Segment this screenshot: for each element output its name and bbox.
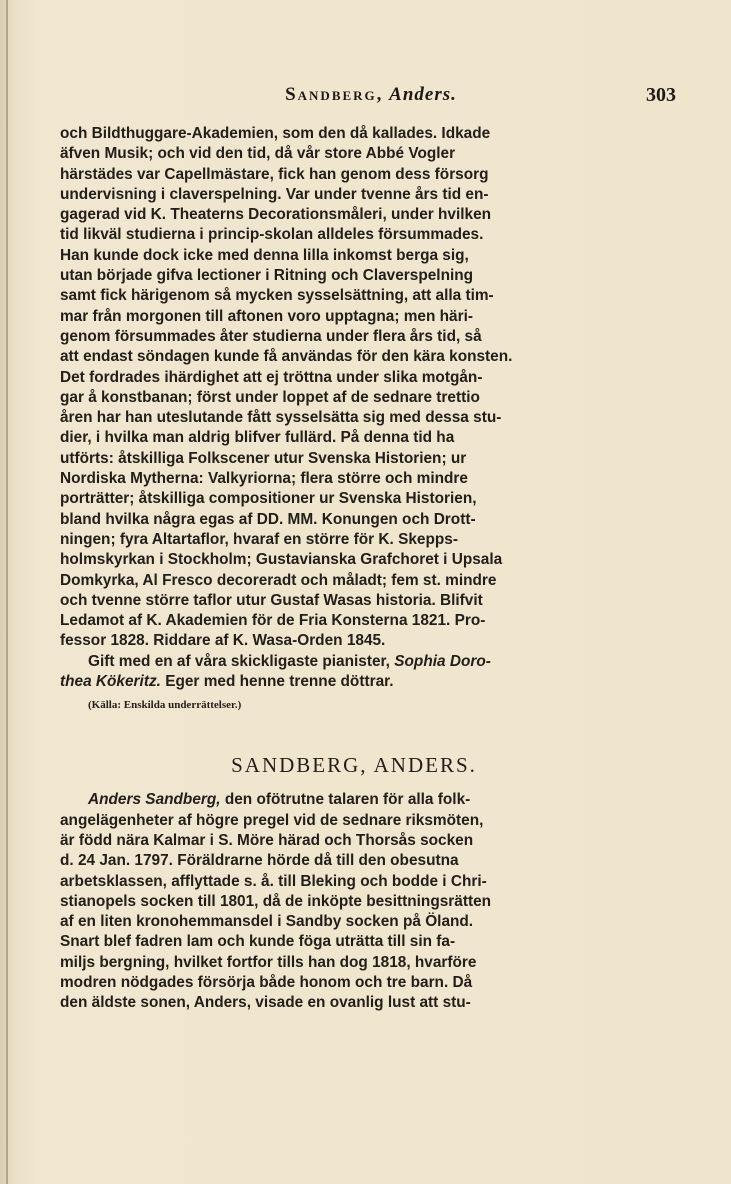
- source-note: (Källa: Enskilda underrättelser.): [88, 699, 242, 712]
- text-line: ningen; fyra Altartaflor, hvaraf en större för K. Skepps-: [60, 530, 458, 548]
- text-line: Han kunde dock icke med denna lilla inkomst berga sig,: [60, 246, 469, 264]
- text-line: d. 24 Jan. 1797. Föräldrarne hörde då till den obesutna: [60, 852, 459, 870]
- text-line: arbetsklassen, afflyttade s. å. till Bleking och bodde i Chri-: [60, 872, 487, 890]
- children-note: Eger med henne trenne döttrar.: [165, 673, 394, 691]
- text-line: Snart blef fadren lam och kunde föga uträtta till sin fa-: [60, 933, 456, 951]
- married-line-2: [60, 672, 682, 692]
- text-line: utan började gifva lectioner i Ritning och Claverspelning: [60, 267, 474, 285]
- text-line: är född nära Kalmar i S. Möre härad och Thorsås socken: [60, 831, 474, 849]
- text-line: härstädes var Capellmästare, fick han genom dess försorg: [60, 165, 489, 183]
- text-line: angelägenheter af högre pregel vid de sednare riksmöten,: [60, 811, 484, 829]
- text-line: genom försummades åter studierna under flera års tid, så: [60, 327, 482, 345]
- text-line: att endast söndagen kunde få användas för den kära konsten.: [60, 348, 513, 366]
- text-line: äfven Musik; och vid den tid, då vår store Abbé Vogler: [60, 145, 456, 163]
- text-line: miljs bergning, hvilket fortfor tills han dog 1818, hvarföre: [60, 953, 477, 971]
- text-line: holmskyrkan i Stockholm; Gustavianska Grafchoret i Upsala: [60, 551, 503, 569]
- running-head-surname: Sandberg,: [285, 84, 384, 105]
- text-line: Ledamot af K. Akademien för de Fria Konsterna 1821. Pro-: [60, 612, 486, 630]
- text-line: gagerad vid K. Theaterns Decorationsmåleri, under hvilken: [60, 206, 492, 224]
- text-line: gar å konstbanan; först under loppet af de sednare trettio: [60, 388, 480, 406]
- text-line: utförts: åtskilliga Folkscener utur Svenska Historien; ur: [60, 449, 467, 467]
- binding-gutter: [6, 0, 8, 1184]
- text-line: samt fick härigenom så mycken sysselsättning, att alla tim-: [60, 287, 494, 305]
- text-line: åren har han uteslutande fått sysselsätta sig med dessa stu-: [60, 409, 502, 427]
- entry-subject-name: Anders Sandberg,: [88, 791, 221, 809]
- text-line: fessor 1828. Riddare af K. Wasa-Orden 1845.: [60, 632, 386, 650]
- page-header: [60, 84, 682, 112]
- text-line: undervisning i claverspelning. Var under tvenne års tid en-: [60, 185, 489, 203]
- text-line: stianopels socken till 1801, då de inköpte besittningsrätten: [60, 892, 492, 910]
- section-heading: SANDBERG, ANDERS.: [231, 753, 477, 778]
- text-line: tid likväl studierna i princip-skolan alldeles försummades.: [60, 226, 484, 244]
- text-line: Domkyrka, Al Fresco decoreradt och måladt; fem st. mindre: [60, 571, 497, 589]
- spouse-name-part1: Sophia Doro-: [394, 652, 491, 670]
- spouse-name-part2: thea Kökeritz.: [60, 673, 161, 691]
- text-line: den äldste sonen, Anders, visade en ovanlig lust att stu-: [60, 994, 471, 1012]
- body-text: [60, 124, 682, 1014]
- text-line: mar från morgonen till aftonen voro upptagna; men häri-: [60, 307, 474, 325]
- text-line: Det fordrades ihärdighet att ej tröttna under slika motgån-: [60, 368, 483, 386]
- text-line: och tvenne större taflor utur Gustaf Wasas historia. Blifvit: [60, 591, 483, 609]
- section-spacer: [60, 714, 682, 750]
- running-head: [60, 84, 682, 106]
- page-number: 303: [646, 84, 676, 106]
- married-line: [60, 652, 682, 672]
- text-line: porträtter; åtskilliga compositioner ur Svenska Historien,: [60, 490, 477, 508]
- text-line: bland hvilka några egas af DD. MM. Konungen och Drott-: [60, 510, 476, 528]
- biography-new-entry: [60, 811, 682, 1014]
- married-prefix: Gift med en af våra skickligaste pianister,: [88, 652, 390, 670]
- text-line: och Bildthuggare-Akademien, som den då kallades. Idkade: [60, 125, 491, 142]
- text-line: modren nödgades försörja både honom och tre barn. Då: [60, 973, 473, 991]
- text-line: dier, i hvilka man aldrig blifver fullärd. På denna tid ha: [60, 429, 455, 447]
- biography-continued: [60, 124, 682, 652]
- entry-first-line: [60, 790, 682, 810]
- entry-first-line-rest: den ofötrutne talaren för alla folk-: [224, 791, 471, 809]
- running-head-forename: Anders.: [389, 84, 457, 105]
- text-line: Nordiska Mytherna: Valkyriorna; flera större och mindre: [60, 470, 468, 488]
- text-line: af en liten kronohemmansdel i Sandby socken på Öland.: [60, 913, 474, 931]
